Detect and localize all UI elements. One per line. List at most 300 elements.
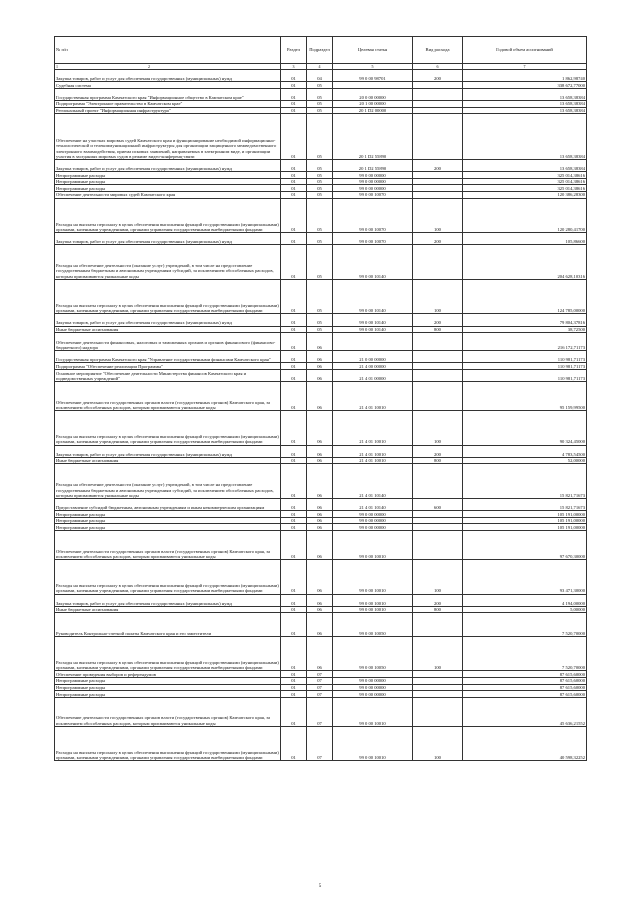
row-podrazdel: 05 bbox=[307, 107, 333, 114]
row-target-article: 99 0 00 00000 bbox=[333, 178, 413, 185]
row-amount: 13 658,38384 bbox=[463, 88, 587, 100]
row-target-article: 99 0 00 10050 bbox=[333, 636, 413, 671]
row-amount: 15 821,71673 bbox=[463, 499, 587, 511]
row-amount: 204 628,10316 bbox=[463, 245, 587, 280]
table-row bbox=[55, 107, 587, 114]
row-razdel: 01 bbox=[281, 191, 307, 198]
row-description: Обеспечение проведения выборов и референдумов bbox=[55, 671, 281, 678]
row-amount: 325 014,38616 bbox=[463, 185, 587, 192]
row-target-article: 99 0 00 10070 bbox=[333, 198, 413, 233]
row-description: Подпрограмма "Электронное правительство в Камчатском крае" bbox=[55, 100, 281, 107]
row-podrazdel: 06 bbox=[307, 382, 333, 411]
table-row bbox=[55, 326, 587, 333]
row-target-article: 99 0 00 10010 bbox=[333, 594, 413, 606]
row-razdel: 01 bbox=[281, 697, 307, 726]
row-target-article: 99 0 00 10070 bbox=[333, 233, 413, 245]
row-expense-type: 800 bbox=[413, 326, 463, 333]
row-podrazdel: 05 bbox=[307, 326, 333, 333]
row-razdel: 01 bbox=[281, 445, 307, 457]
col-header-podrazdel: Подраздел bbox=[307, 37, 333, 64]
row-expense-type bbox=[413, 82, 463, 89]
table-row bbox=[55, 191, 587, 198]
row-podrazdel: 05 bbox=[307, 191, 333, 198]
row-amount: 110 981,71173 bbox=[463, 363, 587, 370]
table-row bbox=[55, 445, 587, 457]
row-target-article: 99 0 00 10010 bbox=[333, 726, 413, 761]
row-podrazdel: 06 bbox=[307, 445, 333, 457]
row-target-article: 99 0 00 00000 bbox=[333, 511, 413, 518]
row-description: Иные бюджетные ассигнования bbox=[55, 606, 281, 613]
row-razdel: 01 bbox=[281, 314, 307, 326]
row-expense-type: 200 bbox=[413, 594, 463, 606]
row-razdel: 01 bbox=[281, 524, 307, 531]
row-amount: 4 194,00000 bbox=[463, 594, 587, 606]
row-podrazdel: 06 bbox=[307, 517, 333, 524]
row-amount: 1 862,98740 bbox=[463, 70, 587, 82]
row-expense-type bbox=[413, 114, 463, 160]
row-description: Непрограммные расходы bbox=[55, 677, 281, 684]
col-num-3: 3 bbox=[281, 64, 307, 70]
row-target-article: 21 4 01 10010 bbox=[333, 411, 413, 446]
row-podrazdel: 06 bbox=[307, 499, 333, 511]
row-description: Государственная программа Камчатского края "Управление государственными финансами Камчатского края" bbox=[55, 351, 281, 363]
row-expense-type: 200 bbox=[413, 70, 463, 82]
row-target-article: 99 0 00 10140 bbox=[333, 279, 413, 314]
row-razdel: 01 bbox=[281, 517, 307, 524]
col-header-expense-type: Вид расхода bbox=[413, 37, 463, 64]
col-num-6: 6 bbox=[413, 64, 463, 70]
row-amount: 7 520,70000 bbox=[463, 636, 587, 671]
row-podrazdel: 06 bbox=[307, 606, 333, 613]
row-razdel: 01 bbox=[281, 326, 307, 333]
row-razdel: 01 bbox=[281, 726, 307, 761]
row-razdel: 01 bbox=[281, 178, 307, 185]
row-expense-type: 100 bbox=[413, 559, 463, 594]
col-header-annual-volume: Годовой объем ассигнований bbox=[463, 37, 587, 64]
row-razdel: 01 bbox=[281, 351, 307, 363]
row-target-article: 99 0 00 00000 bbox=[333, 691, 413, 698]
row-podrazdel: 06 bbox=[307, 559, 333, 594]
table-row bbox=[55, 671, 587, 678]
row-razdel: 01 bbox=[281, 233, 307, 245]
row-target-article: 99 0 00 10050 bbox=[333, 613, 413, 636]
row-amount: 93 471,30000 bbox=[463, 559, 587, 594]
row-razdel: 01 bbox=[281, 159, 307, 171]
row-expense-type bbox=[413, 333, 463, 351]
table-row bbox=[55, 114, 587, 160]
row-description: Расходы на выплаты персоналу в целях обеспечения выполнения функций государственными (муниципальными) органами, казенными учреждениями, органами управления государственными внебюджетными фондами bbox=[55, 726, 281, 761]
row-target-article: 20 1 00 00000 bbox=[333, 100, 413, 107]
row-amount: 52,00000 bbox=[463, 457, 587, 464]
row-target-article: 99 0 00 00000 bbox=[333, 185, 413, 192]
row-expense-type bbox=[413, 351, 463, 363]
table-row bbox=[55, 411, 587, 446]
row-target-article: 21 4 01 10010 bbox=[333, 457, 413, 464]
row-expense-type bbox=[413, 671, 463, 678]
row-description: Непрограммные расходы bbox=[55, 172, 281, 179]
row-podrazdel: 07 bbox=[307, 671, 333, 678]
row-target-article bbox=[333, 671, 413, 678]
table-row bbox=[55, 178, 587, 185]
row-target-article: 99 0 00 10140 bbox=[333, 314, 413, 326]
row-target-article: 99 0 00 00000 bbox=[333, 677, 413, 684]
row-expense-type bbox=[413, 530, 463, 559]
table-row bbox=[55, 677, 587, 684]
row-amount: 87 615,60000 bbox=[463, 671, 587, 678]
table-row bbox=[55, 363, 587, 370]
table-row bbox=[55, 314, 587, 326]
row-razdel: 01 bbox=[281, 671, 307, 678]
row-amount: 325 014,38616 bbox=[463, 178, 587, 185]
col-num-7: 7 bbox=[463, 64, 587, 70]
row-description: Обеспечение деятельности государственных органов власти (государственных органов) Камчатского края, за исключением обособленных расходов, которым присваиваются уникальные коды bbox=[55, 530, 281, 559]
row-target-article: 99 0 00 10070 bbox=[333, 191, 413, 198]
row-razdel: 01 bbox=[281, 464, 307, 499]
row-target-article: 20 0 00 00000 bbox=[333, 88, 413, 100]
row-podrazdel: 06 bbox=[307, 530, 333, 559]
row-description: Непрограммные расходы bbox=[55, 524, 281, 531]
row-amount: 105 191,00000 bbox=[463, 511, 587, 518]
row-description: Обеспечение деятельности государственных органов власти (государственных органов) Камчатского края, за исключением обособленных расходов, которым присваиваются уникальные коды bbox=[55, 382, 281, 411]
row-expense-type: 200 bbox=[413, 159, 463, 171]
row-description: Обеспечение деятельности финансовых, налоговых и таможенных органов и органов финансового (финансово-бюджетного) надзора bbox=[55, 333, 281, 351]
table-row bbox=[55, 245, 587, 280]
row-description: Иные бюджетные ассигнования bbox=[55, 457, 281, 464]
row-razdel: 01 bbox=[281, 636, 307, 671]
row-expense-type bbox=[413, 369, 463, 381]
row-podrazdel: 05 bbox=[307, 245, 333, 280]
row-amount: 338 672,77000 bbox=[463, 82, 587, 89]
row-expense-type: 600 bbox=[413, 499, 463, 511]
row-description: Непрограммные расходы bbox=[55, 691, 281, 698]
row-expense-type: 200 bbox=[413, 314, 463, 326]
row-description: Непрограммные расходы bbox=[55, 684, 281, 691]
table-row bbox=[55, 559, 587, 594]
row-target-article: 99 0 00 10140 bbox=[333, 245, 413, 280]
row-podrazdel: 06 bbox=[307, 511, 333, 518]
row-podrazdel: 07 bbox=[307, 691, 333, 698]
table-row bbox=[55, 606, 587, 613]
table-row bbox=[55, 279, 587, 314]
row-razdel: 01 bbox=[281, 382, 307, 411]
row-target-article: 21 0 00 00000 bbox=[333, 351, 413, 363]
row-description: Непрограммные расходы bbox=[55, 511, 281, 518]
row-razdel: 01 bbox=[281, 677, 307, 684]
row-target-article: 21 4 01 10010 bbox=[333, 382, 413, 411]
row-razdel: 01 bbox=[281, 88, 307, 100]
row-description: Непрограммные расходы bbox=[55, 517, 281, 524]
row-amount: 4 783,54500 bbox=[463, 445, 587, 457]
table-row bbox=[55, 198, 587, 233]
row-razdel: 01 bbox=[281, 684, 307, 691]
row-target-article: 99 0 00 00000 bbox=[333, 517, 413, 524]
row-podrazdel: 07 bbox=[307, 726, 333, 761]
row-podrazdel: 05 bbox=[307, 178, 333, 185]
row-description: Расходы на выплаты персоналу в целях обеспечения выполнения функций государственными (муниципальными) органами, казенными учреждениями, органами управления государственными внебюджетными фондами bbox=[55, 636, 281, 671]
row-razdel: 01 bbox=[281, 499, 307, 511]
row-amount: 120 386,28300 bbox=[463, 191, 587, 198]
col-header-number: № п/п bbox=[55, 37, 281, 64]
row-description: Закупка товаров, работ и услуг для обеспечения государственных (муниципальных) нужд bbox=[55, 445, 281, 457]
row-razdel: 01 bbox=[281, 107, 307, 114]
table-row bbox=[55, 636, 587, 671]
row-target-article: 20 1 D2 55890 bbox=[333, 114, 413, 160]
row-razdel: 01 bbox=[281, 691, 307, 698]
col-num-4: 4 bbox=[307, 64, 333, 70]
table-row bbox=[55, 382, 587, 411]
row-razdel: 01 bbox=[281, 185, 307, 192]
row-description: Судебная система bbox=[55, 82, 281, 89]
row-expense-type: 100 bbox=[413, 279, 463, 314]
table-row bbox=[55, 100, 587, 107]
row-podrazdel: 05 bbox=[307, 279, 333, 314]
row-expense-type bbox=[413, 382, 463, 411]
table-row bbox=[55, 691, 587, 698]
row-target-article: 99 0 00 00000 bbox=[333, 524, 413, 531]
row-expense-type: 200 bbox=[413, 233, 463, 245]
row-description: Основное мероприятие "Обеспечение деятельности Министерства финансов Камчатского края и подведомственных учреждений" bbox=[55, 369, 281, 381]
row-target-article: 99 0 00 10010 bbox=[333, 606, 413, 613]
row-target-article: 99 0 00 00000 bbox=[333, 684, 413, 691]
row-description: Расходы на обеспечение деятельности (оказание услуг) учреждений, в том числе на предоставление государственным бюджетным и автономным учреждениям субсидий, за исключением обособленных расходов, которым присваиваются уникальные коды bbox=[55, 245, 281, 280]
table-row bbox=[55, 697, 587, 726]
row-amount: 13 658,38384 bbox=[463, 114, 587, 160]
row-target-article: 21 4 00 00000 bbox=[333, 363, 413, 370]
row-target-article bbox=[333, 82, 413, 89]
row-podrazdel: 05 bbox=[307, 233, 333, 245]
budget-table bbox=[54, 36, 587, 761]
row-description: Региональный проект "Информационная инфраструктура" bbox=[55, 107, 281, 114]
row-target-article: 99 0 00 00000 bbox=[333, 172, 413, 179]
row-podrazdel: 05 bbox=[307, 82, 333, 89]
table-row bbox=[55, 172, 587, 179]
row-podrazdel: 06 bbox=[307, 636, 333, 671]
row-expense-type: 800 bbox=[413, 606, 463, 613]
row-target-article: 99 0 00 98701 bbox=[333, 70, 413, 82]
row-target-article: 21 4 01 10140 bbox=[333, 464, 413, 499]
row-amount: 38,72500 bbox=[463, 326, 587, 333]
row-expense-type bbox=[413, 172, 463, 179]
row-description: Обеспечение на участках мировых судей Камчатского края и функционирование необходимой информационно-технологической и телекоммуникационной инфраструктуры для организации защищенного межведомственного электронного взаимодействия, приема исковых заявлений, направляемых в электронном виде, и организации участия в заседаниях мировых судов в режиме видео-конференц-связи bbox=[55, 114, 281, 160]
row-target-article: 99 0 00 10010 bbox=[333, 530, 413, 559]
row-amount: 45 636,21552 bbox=[463, 697, 587, 726]
row-description: Закупка товаров, работ и услуг для обеспечения государственных (муниципальных) нужд bbox=[55, 159, 281, 171]
row-razdel: 01 bbox=[281, 333, 307, 351]
row-amount: 110 981,71173 bbox=[463, 351, 587, 363]
row-description: Закупка товаров, работ и услуг для обеспечения государственных (муниципальных) нужд bbox=[55, 70, 281, 82]
col-num-5: 5 bbox=[333, 64, 413, 70]
row-expense-type bbox=[413, 511, 463, 518]
row-amount: 97 670,30000 bbox=[463, 530, 587, 559]
row-expense-type bbox=[413, 363, 463, 370]
row-razdel: 01 bbox=[281, 511, 307, 518]
table-row bbox=[55, 524, 587, 531]
row-razdel: 01 bbox=[281, 606, 307, 613]
row-target-article: 20 1 D2 00000 bbox=[333, 107, 413, 114]
row-amount: 90 324,45000 bbox=[463, 411, 587, 446]
row-amount: 87 615,60000 bbox=[463, 684, 587, 691]
col-num-1-2: 1 2 bbox=[55, 64, 281, 70]
row-podrazdel: 05 bbox=[307, 88, 333, 100]
row-amount: 124 785,00000 bbox=[463, 279, 587, 314]
row-amount: 7 520,70000 bbox=[463, 613, 587, 636]
row-amount: 13 658,38384 bbox=[463, 107, 587, 114]
row-expense-type: 200 bbox=[413, 445, 463, 457]
row-expense-type bbox=[413, 697, 463, 726]
table-row bbox=[55, 457, 587, 464]
row-target-article: 99 0 00 10010 bbox=[333, 559, 413, 594]
row-expense-type bbox=[413, 464, 463, 499]
table-body bbox=[55, 70, 587, 761]
table-row bbox=[55, 88, 587, 100]
table-row bbox=[55, 369, 587, 381]
row-podrazdel: 06 bbox=[307, 464, 333, 499]
row-podrazdel: 05 bbox=[307, 314, 333, 326]
row-razdel: 01 bbox=[281, 369, 307, 381]
row-target-article: 21 4 01 00000 bbox=[333, 369, 413, 381]
row-expense-type bbox=[413, 524, 463, 531]
row-amount: 325 014,38616 bbox=[463, 172, 587, 179]
row-podrazdel: 06 bbox=[307, 594, 333, 606]
table-row bbox=[55, 233, 587, 245]
table-row bbox=[55, 517, 587, 524]
row-expense-type bbox=[413, 245, 463, 280]
row-target-article: 21 4 01 10140 bbox=[333, 499, 413, 511]
row-amount: 13 658,38384 bbox=[463, 100, 587, 107]
row-description: Расходы на выплаты персоналу в целях обеспечения выполнения функций государственными (муниципальными) органами, казенными учреждениями, органами управления государственными внебюджетными фондами bbox=[55, 559, 281, 594]
row-podrazdel: 06 bbox=[307, 524, 333, 531]
row-razdel: 01 bbox=[281, 82, 307, 89]
row-amount: 216 172,71173 bbox=[463, 333, 587, 351]
row-description: Обеспечение деятельности государственных органов власти (государственных органов) Камчатского края, за исключением обособленных расходов, которым присваиваются уникальные коды bbox=[55, 697, 281, 726]
row-amount: 15 821,71673 bbox=[463, 464, 587, 499]
row-razdel: 01 bbox=[281, 613, 307, 636]
row-podrazdel: 05 bbox=[307, 114, 333, 160]
row-razdel: 01 bbox=[281, 198, 307, 233]
row-target-article: 20 1 D2 55890 bbox=[333, 159, 413, 171]
row-description: Руководитель Контрольно-счетной палаты Камчатского края и его заместители bbox=[55, 613, 281, 636]
row-description: Иные бюджетные ассигнования bbox=[55, 326, 281, 333]
row-razdel: 01 bbox=[281, 172, 307, 179]
row-amount: 120 280,41700 bbox=[463, 198, 587, 233]
row-amount: 95 159,99500 bbox=[463, 382, 587, 411]
row-razdel: 01 bbox=[281, 457, 307, 464]
row-razdel: 01 bbox=[281, 279, 307, 314]
row-description: Расходы на выплаты персоналу в целях обеспечения выполнения функций государственными (муниципальными) органами, казенными учреждениями, органами управления государственными внебюджетными фондами bbox=[55, 198, 281, 233]
row-target-article: 21 4 01 10010 bbox=[333, 445, 413, 457]
row-description: Непрограммные расходы bbox=[55, 185, 281, 192]
row-expense-type bbox=[413, 613, 463, 636]
row-razdel: 01 bbox=[281, 100, 307, 107]
row-amount: 87 615,60000 bbox=[463, 691, 587, 698]
row-podrazdel: 07 bbox=[307, 677, 333, 684]
row-amount: 79 804,37816 bbox=[463, 314, 587, 326]
row-podrazdel: 06 bbox=[307, 411, 333, 446]
budget-table-sheet bbox=[54, 36, 586, 761]
table-row bbox=[55, 70, 587, 82]
row-razdel: 01 bbox=[281, 363, 307, 370]
row-razdel: 01 bbox=[281, 559, 307, 594]
row-podrazdel: 05 bbox=[307, 100, 333, 107]
row-amount: 5,00000 bbox=[463, 606, 587, 613]
row-expense-type bbox=[413, 107, 463, 114]
row-podrazdel: 07 bbox=[307, 684, 333, 691]
row-razdel: 01 bbox=[281, 530, 307, 559]
row-description: Непрограммные расходы bbox=[55, 178, 281, 185]
row-razdel: 01 bbox=[281, 245, 307, 280]
row-expense-type bbox=[413, 191, 463, 198]
row-description: Государственная программа Камчатского края "Информационное общество в Камчатском крае" bbox=[55, 88, 281, 100]
row-podrazdel: 06 bbox=[307, 369, 333, 381]
row-description: Расходы на выплаты персоналу в целях обеспечения выполнения функций государственными (муниципальными) органами, казенными учреждениями, органами управления государственными внебюджетными фондами bbox=[55, 411, 281, 446]
row-podrazdel: 05 bbox=[307, 159, 333, 171]
table-row bbox=[55, 684, 587, 691]
row-razdel: 01 bbox=[281, 70, 307, 82]
row-razdel: 01 bbox=[281, 411, 307, 446]
table-row bbox=[55, 530, 587, 559]
row-amount: 40 598,32252 bbox=[463, 726, 587, 761]
row-expense-type bbox=[413, 684, 463, 691]
row-amount: 110 981,71173 bbox=[463, 369, 587, 381]
row-target-article: 99 0 00 10010 bbox=[333, 697, 413, 726]
row-description: Закупка товаров, работ и услуг для обеспечения государственных (муниципальных) нужд bbox=[55, 314, 281, 326]
row-expense-type: 100 bbox=[413, 726, 463, 761]
col-header-razdel: Раздел bbox=[281, 37, 307, 64]
row-target-article bbox=[333, 333, 413, 351]
page-number: 5 bbox=[318, 884, 322, 889]
row-podrazdel: 04 bbox=[307, 70, 333, 82]
row-razdel: 01 bbox=[281, 594, 307, 606]
row-description: Предоставление субсидий бюджетным, автономным учреждениям и иным некоммерческим организациям bbox=[55, 499, 281, 511]
row-expense-type: 800 bbox=[413, 457, 463, 464]
row-podrazdel: 06 bbox=[307, 613, 333, 636]
row-amount: 87 615,60000 bbox=[463, 677, 587, 684]
row-expense-type bbox=[413, 691, 463, 698]
row-amount: 13 658,38384 bbox=[463, 159, 587, 171]
table-row bbox=[55, 82, 587, 89]
row-description: Обеспечение деятельности мировых судей Камчатского края bbox=[55, 191, 281, 198]
table-row bbox=[55, 159, 587, 171]
row-description: Подпрограмма "Обеспечение реализации Программы" bbox=[55, 363, 281, 370]
row-amount: 105 191,00000 bbox=[463, 517, 587, 524]
row-target-article: 99 0 00 10140 bbox=[333, 326, 413, 333]
row-description: Расходы на выплаты персоналу в целях обеспечения выполнения функций государственными (муниципальными) органами, казенными учреждениями, органами управления государственными внебюджетными фондами bbox=[55, 279, 281, 314]
table-row bbox=[55, 351, 587, 363]
table-row bbox=[55, 726, 587, 761]
row-podrazdel: 06 bbox=[307, 333, 333, 351]
row-podrazdel: 05 bbox=[307, 198, 333, 233]
table-row bbox=[55, 613, 587, 636]
table-row bbox=[55, 594, 587, 606]
row-podrazdel: 07 bbox=[307, 697, 333, 726]
row-expense-type bbox=[413, 88, 463, 100]
row-amount: 105,86600 bbox=[463, 233, 587, 245]
row-amount: 105 191,00000 bbox=[463, 524, 587, 531]
row-expense-type bbox=[413, 178, 463, 185]
row-podrazdel: 06 bbox=[307, 457, 333, 464]
row-expense-type: 100 bbox=[413, 198, 463, 233]
table-row bbox=[55, 499, 587, 511]
row-podrazdel: 05 bbox=[307, 172, 333, 179]
row-expense-type: 100 bbox=[413, 636, 463, 671]
table-row bbox=[55, 185, 587, 192]
row-podrazdel: 06 bbox=[307, 363, 333, 370]
row-expense-type bbox=[413, 185, 463, 192]
row-expense-type bbox=[413, 517, 463, 524]
row-expense-type bbox=[413, 100, 463, 107]
col-header-target-article: Целевая статья bbox=[333, 37, 413, 64]
table-row bbox=[55, 464, 587, 499]
